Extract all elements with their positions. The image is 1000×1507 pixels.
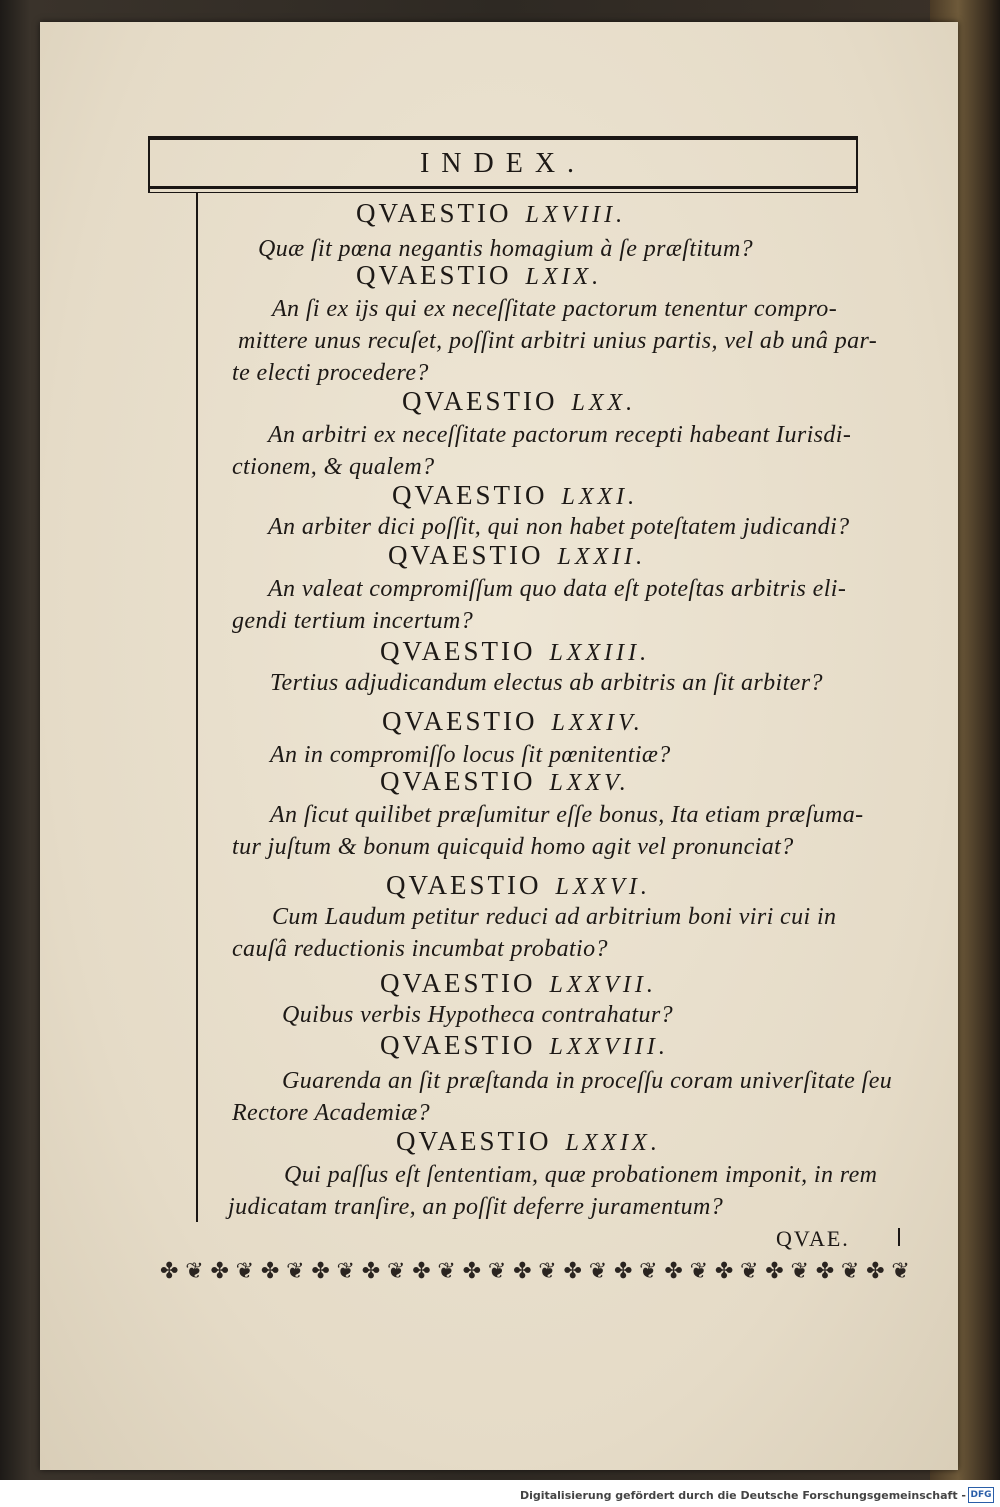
question-number: LXXVII.: [549, 972, 657, 998]
left-column-rule: [196, 192, 198, 1222]
question-text-line: Guarenda an ſit præſtanda in proceſſu coram univerſitate ſeu: [282, 1068, 893, 1094]
question-number: LXVIII.: [525, 202, 627, 228]
question-label: QVAESTIO: [388, 540, 544, 570]
question-text-line: te electi procedere?: [232, 360, 429, 386]
question-label: QVAESTIO: [402, 386, 558, 416]
question-heading: [382, 706, 644, 737]
question-text-line: Qui paſſus eſt ſententiam, quæ probationem imponit, in rem: [284, 1162, 878, 1188]
right-column-rule: [898, 1228, 900, 1246]
question-text-line: Quæ ſit pœna negantis homagium à ſe præſtitum?: [258, 236, 754, 262]
question-text-line: An ſi ex ijs qui ex neceſſitate pactorum tenentur compro-: [272, 296, 838, 322]
question-heading: [388, 540, 646, 571]
header-rule: [148, 186, 858, 189]
question-text-line: An arbitri ex neceſſitate pactorum recepti habeant Iurisdi-: [268, 422, 852, 448]
question-text-line: Quibus verbis Hypotheca contrahatur?: [282, 1002, 674, 1028]
question-label: QVAESTIO: [386, 870, 542, 900]
footer-credit: Digitalisierung gefördert durch die Deutsche Forschungsgemeinschaft -: [519, 1489, 966, 1502]
question-heading: [402, 386, 636, 417]
catchword: QVAE.: [776, 1226, 850, 1251]
question-number: LXXIX.: [565, 1130, 661, 1156]
question-label: QVAESTIO: [392, 480, 548, 510]
question-heading: [380, 968, 657, 999]
question-text-line: An valeat compromiſſum quo data eſt poteſtas arbitris eli-: [268, 576, 847, 602]
question-text-line: judicatam tranſire, an poſſit deferre juramentum?: [228, 1194, 724, 1220]
question-heading: [356, 260, 602, 291]
dfg-logo: DFG: [968, 1487, 994, 1503]
question-label: QVAESTIO: [396, 1126, 552, 1156]
question-number: LXXV.: [549, 770, 630, 796]
question-text-line: gendi tertium incertum?: [232, 608, 474, 634]
question-number: LXXIII.: [549, 640, 651, 666]
question-heading: [380, 766, 630, 797]
question-number: LXX.: [571, 390, 637, 416]
question-heading: [396, 1126, 661, 1157]
question-number: LXXII.: [557, 544, 647, 570]
question-label: QVAESTIO: [356, 260, 512, 290]
question-number: LXIX.: [525, 264, 603, 290]
ornament-border: ✤ ❦ ✤ ❦ ✤ ❦ ✤ ❦ ✤ ❦ ✤ ❦ ✤ ❦ ✤ ❦ ✤ ❦ ✤ ❦ ✤ ❦ ✤ ❦ ✤ ❦ ✤ ❦ ✤ ❦: [160, 1258, 910, 1284]
page-title: INDEX.: [419, 148, 587, 179]
question-label: QVAESTIO: [382, 706, 538, 736]
question-label: QVAESTIO: [356, 198, 512, 228]
question-number: LXXI.: [561, 484, 639, 510]
question-text-line: Rectore Academiæ?: [232, 1100, 431, 1126]
question-heading: [386, 870, 651, 901]
question-text-line: tur juſtum & bonum quicquid homo agit vel pronunciat?: [232, 834, 794, 860]
header-rule-thin: [148, 192, 858, 193]
question-heading: [380, 636, 650, 667]
question-heading: [356, 198, 626, 229]
question-label: QVAESTIO: [380, 1030, 536, 1060]
question-text-line: An arbiter dici poſſit, qui non habet poteſtatem judicandi?: [268, 514, 850, 540]
question-text-line: ctionem, & qualem?: [232, 454, 435, 480]
question-text-line: cauſâ reductionis incumbat probatio?: [232, 936, 608, 962]
question-number: LXXIV.: [551, 710, 644, 736]
question-number: LXXVIII.: [549, 1034, 669, 1060]
question-heading: [392, 480, 638, 511]
question-label: QVAESTIO: [380, 766, 536, 796]
question-label: QVAESTIO: [380, 636, 536, 666]
question-text-line: mittere unus recuſet, poſſint arbitri unius partis, vel ab unâ par-: [238, 328, 878, 354]
question-heading: [380, 1030, 669, 1061]
top-rule: [148, 136, 858, 140]
question-text-line: An ſicut quilibet præſumitur eſſe bonus, Ita etiam præſuma-: [270, 802, 864, 828]
question-text-line: Tertius adjudicandum electus ab arbitris an ſit arbiter?: [270, 670, 823, 696]
question-text-line: An in compromiſſo locus ſit pœnitentiæ?: [270, 742, 671, 768]
question-number: LXXVI.: [555, 874, 651, 900]
question-text-line: Cum Laudum petitur reduci ad arbitrium boni viri cui in: [272, 904, 837, 930]
question-label: QVAESTIO: [380, 968, 536, 998]
